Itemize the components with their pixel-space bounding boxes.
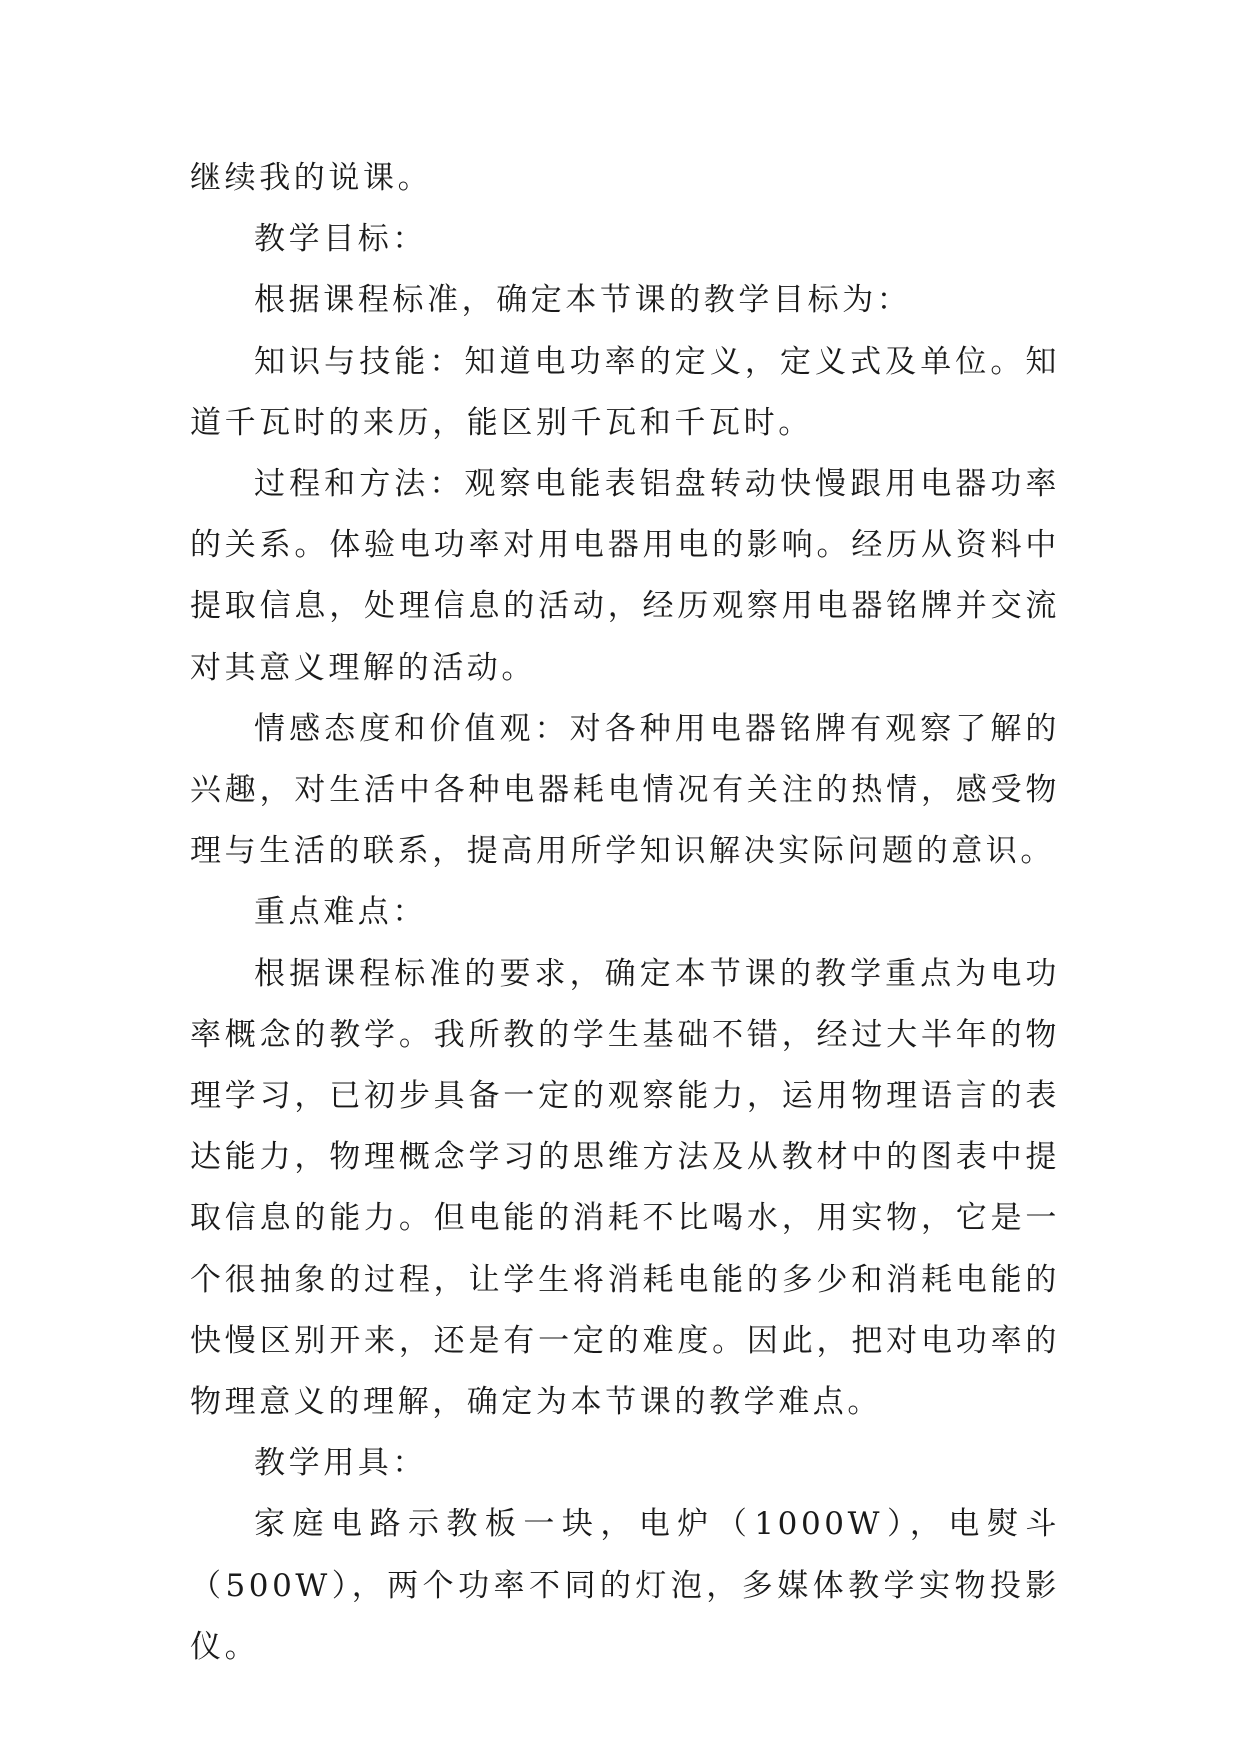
paragraph-continue-lecture: 继续我的说课。 — [190, 160, 433, 196]
heading-teaching-objectives: 教学目标： — [254, 221, 427, 258]
document-page — [190, 148, 1060, 1678]
paragraph-objectives-intro: 根据课程标准，确定本节课的教学目标为： — [254, 282, 912, 319]
paragraph-process-methods: 过程和方法：观察电能表铝盘转动快慢跟用电器功率的关系。体验电功率对用电器用电的影响。经历从资料中提取信息，处理信息的活动，经历观察用电器铭牌并交流对其意义理解的活动。 — [190, 466, 1060, 686]
heading-teaching-tools: 教学用具： — [254, 1445, 427, 1482]
paragraph-emotional-attitudes: 情感态度和价值观：对各种用电器铭牌有观察了解的兴趣，对生活中各种电器耗电情况有关注的热情，感受物理与生活的联系，提高用所学知识解决实际问题的意识。 — [190, 710, 1060, 870]
paragraph-knowledge-skills: 知识与技能：知道电功率的定义，定义式及单位。知道千瓦时的来历，能区别千瓦和千瓦时。 — [190, 343, 1060, 441]
paragraph-teaching-tools: 家庭电路示教板一块，电炉（1000W），电熨斗（500W），两个功率不同的灯泡，多媒体教学实物投影仪。 — [190, 1506, 1060, 1665]
heading-key-difficulties: 重点难点： — [254, 894, 427, 931]
paragraph-key-difficulties: 根据课程标准的要求，确定本节课的教学重点为电功率概念的教学。我所教的学生基础不错，经过大半年的物理学习，已初步具备一定的观察能力，运用物理语言的表达能力，物理概念学习的思维方法及从教材中的图表中提取信息的能力。但电能的消耗不比喝水，用实物，它是一个很抽象的过程，让学生将消耗电能的多少和消耗电能的快慢区别开来，还是有一定的难度。因此，把对电功率的物理意义的理解，确定为本节课的教学难点。 — [190, 955, 1060, 1421]
